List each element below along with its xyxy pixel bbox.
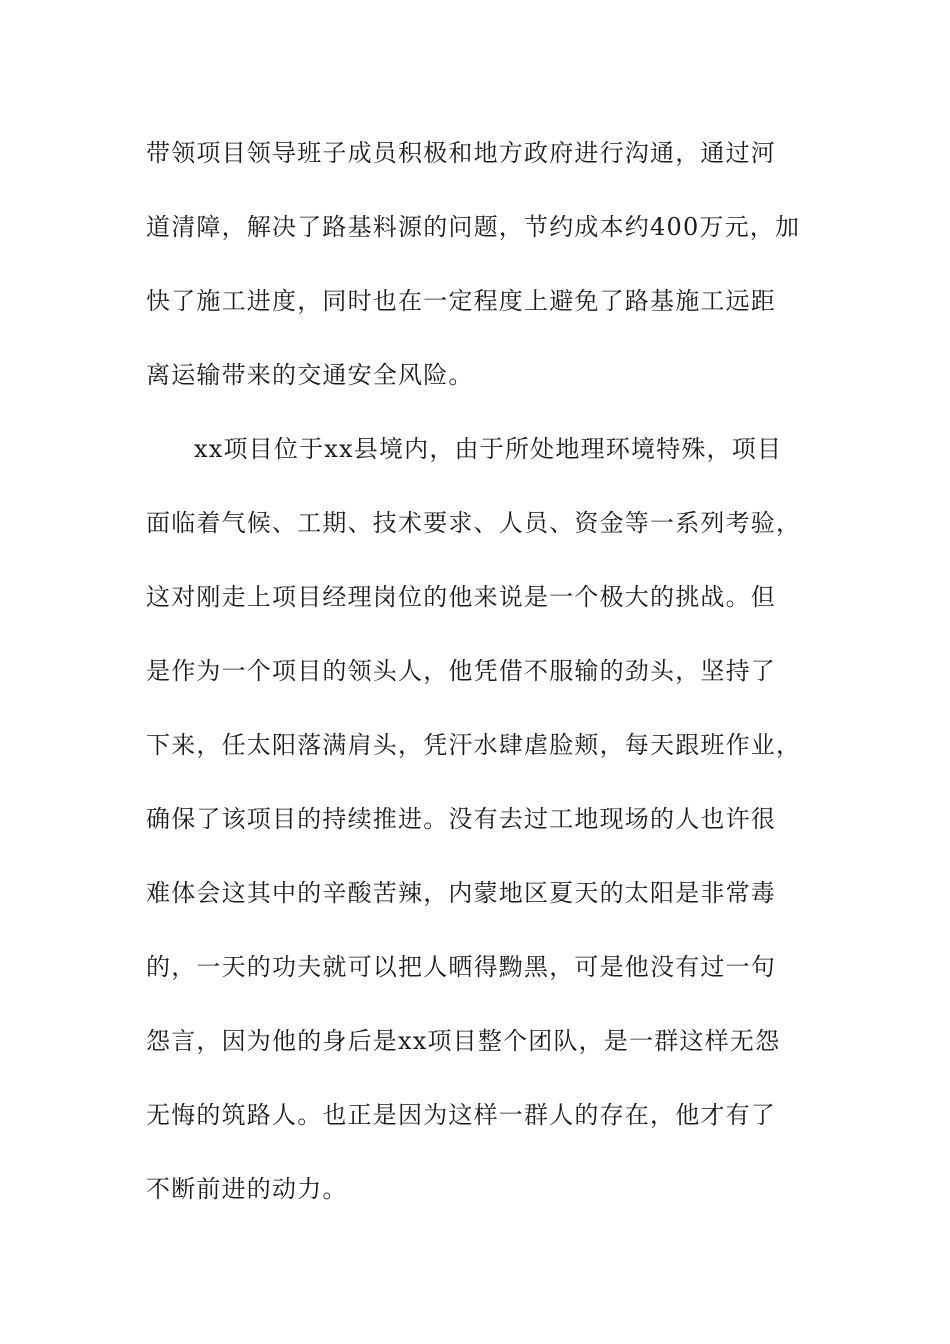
paragraph-2-line-8: 的，一天的功夫就可以把人晒得黝黑，可是他没有过一句 [146,953,776,981]
paragraph-1-line-1: 带领项目领导班子成员积极和地方政府进行沟通，通过河 [146,139,776,167]
paragraph-2-line-7: 难体会这其中的辛酸苦辣，内蒙地区夏天的太阳是非常毒 [146,879,776,907]
paragraph-2-line-4: 是作为一个项目的领头人，他凭借不服输的劲头，坚持了 [146,657,776,685]
paragraph-1-line-3: 快了施工进度，同时也在一定程度上避免了路基施工远距 [146,287,776,315]
paragraph-2-line-9: 怨言，因为他的身后是xx项目整个团队，是一群这样无怨 [146,1027,781,1055]
paragraph-1-line-4: 离运输带来的交通安全风险。 [146,361,474,389]
paragraph-2-line-5: 下来，任太阳落满肩头，凭汗水肆虐脸颊，每天跟班作业， [146,731,802,759]
body-text [146,130,816,1240]
paragraph-2-line-6: 确保了该项目的持续推进。没有去过工地现场的人也许很 [146,805,776,833]
paragraph-2-line-1: xx项目位于xx县境内，由于所处地理环境特殊，项目 [194,435,783,463]
paragraph-2-line-10: 无悔的筑路人。也正是因为这样一群人的存在，他才有了 [146,1101,776,1129]
paragraph-2-line-2: 面临着气候、工期、技术要求、人员、资金等一系列考验， [146,509,802,537]
paragraph-2-line-3: 这对刚走上项目经理岗位的他来说是一个极大的挑战。但 [146,583,776,611]
paragraph-2-line-11: 不断前进的动力。 [146,1175,348,1203]
paragraph-1-line-2: 道清障，解决了路基料源的问题，节约成本约400万元，加 [146,213,801,241]
